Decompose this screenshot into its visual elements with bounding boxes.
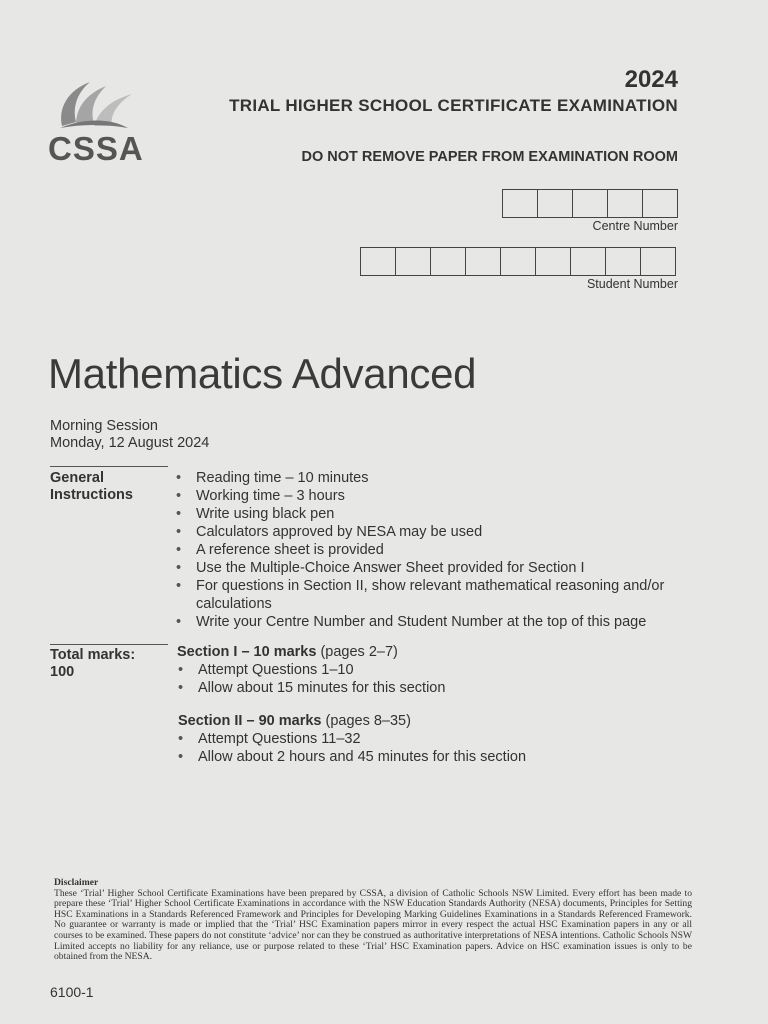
do-not-remove-notice: DO NOT REMOVE PAPER FROM EXAMINATION ROOM <box>301 149 678 165</box>
student-number-cell[interactable] <box>641 248 675 275</box>
logo-text: CSSA <box>48 130 144 167</box>
section2-heading <box>178 713 411 729</box>
divider <box>50 466 168 467</box>
student-number-cell[interactable] <box>536 248 571 275</box>
exam-title: TRIAL HIGHER SCHOOL CERTIFICATE EXAMINATION <box>229 96 678 115</box>
list-item: • Reading time – 10 minutes <box>176 469 696 487</box>
disclaimer <box>54 878 692 963</box>
divider <box>50 644 168 645</box>
list-item: • A reference sheet is provided <box>176 541 696 559</box>
total-marks <box>50 647 135 681</box>
student-number-cell[interactable] <box>361 248 396 275</box>
list-item: • Write using black pen <box>176 505 696 523</box>
centre-number-cell[interactable] <box>538 190 573 217</box>
list-item: • Attempt Questions 1–10 <box>178 661 678 679</box>
section2-pages: (pages 8–35) <box>325 713 411 729</box>
general-label-line: General <box>50 470 104 486</box>
general-instructions-list <box>176 469 696 631</box>
instructions-label-line: Instructions <box>50 487 133 503</box>
student-number-cell[interactable] <box>501 248 536 275</box>
section1-title: Section I – 10 marks <box>177 644 317 660</box>
student-number-cell[interactable] <box>606 248 641 275</box>
list-item: • For questions in Section II, show relevant mathematical reasoning and/or calculations <box>176 577 666 613</box>
list-item: • Calculators approved by NESA may be used <box>176 523 696 541</box>
disclaimer-title: Disclaimer <box>54 877 99 888</box>
student-number-label: Student Number <box>586 277 678 291</box>
student-number-boxes[interactable] <box>360 247 676 276</box>
student-number-cell[interactable] <box>466 248 501 275</box>
centre-number-label: Centre Number <box>592 219 678 233</box>
section1-pages: (pages 2–7) <box>320 644 398 660</box>
student-number-cell[interactable] <box>431 248 466 275</box>
centre-number-boxes[interactable] <box>502 189 678 218</box>
centre-number-cell[interactable] <box>608 190 643 217</box>
section1-heading <box>177 644 398 660</box>
total-marks-label: Total marks: <box>50 647 136 663</box>
list-item: • Use the Multiple-Choice Answer Sheet provided for Section I <box>176 559 696 577</box>
cssa-logo <box>48 78 144 168</box>
student-number-cell[interactable] <box>396 248 431 275</box>
list-item: • Allow about 15 minutes for this section <box>178 679 678 697</box>
exam-date: Monday, 12 August 2024 <box>50 435 210 451</box>
paper-code: 6100-1 <box>50 984 94 1000</box>
subject-title: Mathematics Advanced <box>48 350 477 397</box>
total-marks-value: 100 <box>50 664 75 680</box>
list-item: • Attempt Questions 11–32 <box>178 730 678 748</box>
section2-list <box>178 730 678 766</box>
student-number-cell[interactable] <box>571 248 606 275</box>
list-item: • Allow about 2 hours and 45 minutes for this section <box>178 748 678 766</box>
section2-title: Section II – 90 marks <box>178 713 322 729</box>
section1-list <box>178 661 678 697</box>
centre-number-cell[interactable] <box>643 190 677 217</box>
general-instructions-label <box>50 470 133 504</box>
leaf-swoosh-icon <box>54 78 134 132</box>
disclaimer-text: These ‘Trial’ Higher School Certificate Examinations have been prepared by CSSA, a division of Catholic Schools NSW Limited. Every effort has been made to prepare these ‘Trial’ Higher School Certificate Examinations in accordance with the NSW Education Standards Authority (NESA) documents, Principles for Setting HSC Examinations in a Standards Referenced Framework and Principles for Developing Marking Guidelines Examinations in a Standards Referenced Framework. No guarantee or warranty is made or implied that the ‘Trial’ HSC Examination papers mirror in every respect the actual HSC Examination papers in any or all courses to be examined. These papers do not constitute ‘advice’ nor can they be construed as authoritative interpretations of NESA intentions. Catholic Schools NSW Limited accepts no liability for any reliance, use or purpose related to these ‘Trial’ HSC Examination papers. Advice on HSC examination issues is only to be obtained from the NESA. <box>54 887 692 963</box>
session-text: Morning Session <box>50 418 158 434</box>
list-item: • Write your Centre Number and Student Number at the top of this page <box>176 613 696 631</box>
exam-year: 2024 <box>624 66 678 93</box>
centre-number-cell[interactable] <box>503 190 538 217</box>
centre-number-cell[interactable] <box>573 190 608 217</box>
list-item: • Working time – 3 hours <box>176 487 696 505</box>
